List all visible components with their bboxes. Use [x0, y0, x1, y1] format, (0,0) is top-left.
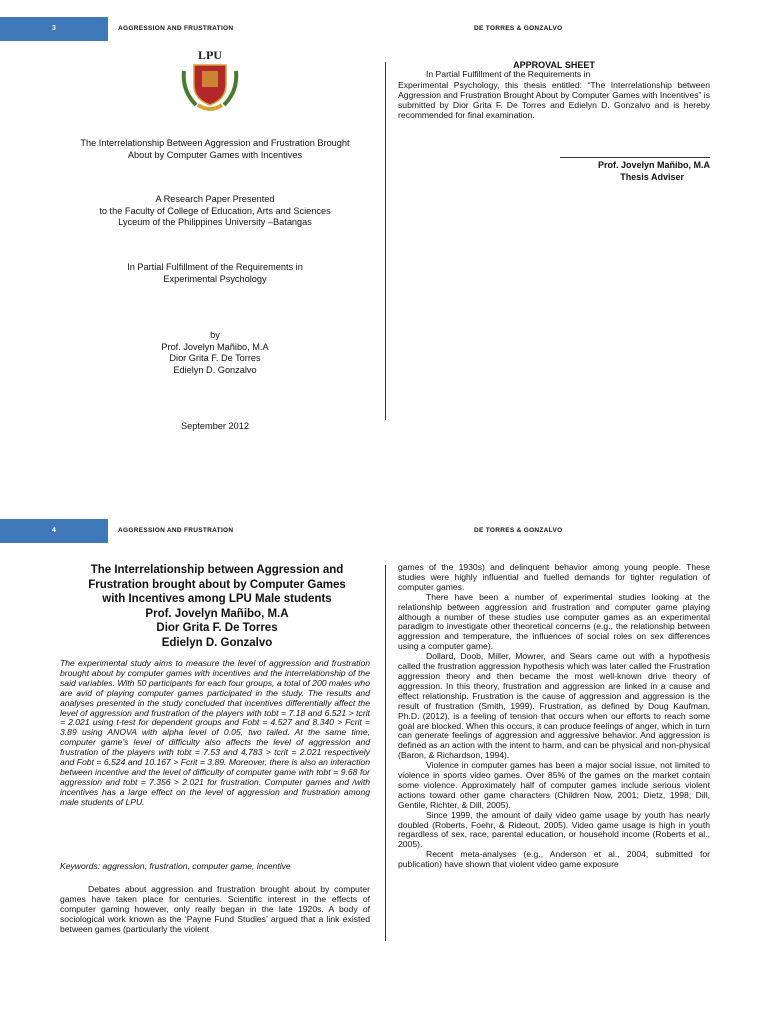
approval-heading: APPROVAL SHEET: [513, 60, 595, 70]
body-paragraph: Dollard, Doob, Miller, Mowrer, and Sears came out with a hypothesis called the frustration aggression hypothesis which was later called the Frustration aggression theory and then became the most well-known drive theory of aggression. In this theory, frustration and aggression are linked in a cause and effect relationship. Frustration is the cause of aggression and aggression is the result of frustration (Smith, 1999). Frustration, as defined by Doug Kaufman, Ph.D. (2012), is a feeling of tension that occurs when our efforts to reach some goal are blocked. When this occurs, it can produce feelings of anger, which in turn can generate feelings of aggression and aggressive behavior. And aggression is defined as an action with the intent to harm, and can be physical and non-physical (Baron, & Richardson, 1994).: [398, 651, 710, 761]
page-number: 4: [0, 519, 108, 543]
lpu-logo: [180, 48, 240, 112]
signer-name: Prof. Jovelyn Mañibo, M.A: [597, 160, 710, 170]
body-paragraph: Recent meta-analyses (e.g., Anderson et al., 2004, submitted for publication) have shown that violent video game exposure: [398, 849, 710, 870]
p3-authors: by Prof. Jovelyn Mañibo, M.A Dior Grita F. De Torres Edielyn D. Gonzalvo: [161, 330, 269, 375]
signer-role: Thesis Adviser: [620, 172, 684, 182]
body-paragraph: There have been a number of experimental studies looking at the relationship between aggression and frustration and computer game playing although a number of these studies use computer games as an experimental paradigm to investigate other theoretical concerns (e.g., the relationship between aggression and temperature, the influences of social roles on sex differences using a computer game).: [398, 591, 710, 652]
page3-header: [0, 17, 768, 41]
article-title: The Interrelationship between Aggression and Frustration brought about by Computer Games with Incentives among LPU Male students Prof. Jovelyn Mañibo, M.A Dior Grita F. De Torres Edielyn D. Gonzalvo: [88, 564, 346, 649]
p3-date: September 2012: [181, 421, 249, 431]
intro-paragraph-left: Debates about aggression and frustration brought about by computer games have taken place for centuries. Scientific interest in the effects of computer gaming however, only really began in the late 1920s. A body of sociological work known as the ‘Payne Fund Studies’ argued that a link existed between games (particularly the violent: [60, 884, 370, 934]
p3-fulfillment: In Partial Fulfillment of the Requirements in Experimental Psychology: [127, 262, 303, 284]
column-divider: [385, 565, 386, 941]
page-number: 3: [0, 17, 108, 41]
running-authors: DE TORRES & GONZALVO: [474, 25, 563, 32]
approval-line1: In Partial Fulfillment of the Requirements in: [426, 69, 591, 79]
running-title: AGGRESSION AND FRUSTRATION: [118, 527, 234, 534]
abstract: The experimental study aims to measure the level of aggression and frustration brought about by computer games with incentives and the interrelationship of the said variables. With 50 participants for each four groups, a total of 200 males who are avid of playing computer games participated in the study. The results and analyses presented in the study concluded that incentives differentially affect the level of aggression and frustration of the players with tobt = 7.18 and 6.521 > tcrit = 2.021 using t-test for dependent groups and Fobt = 4.527 and 8.340 > Fcrit = 3.89 using ANOVA with alpha level of 0.05, two tailed. At the same time, computer game's level of difficulty also affects the level of aggression and frustration of the players with tobt = 7.53 and 4.783 > tcrit = 2.021 respectively and Fobt = 6.524 and 10.167 > Fcrit = 3.89. Moreover, there is also an interaction between incentive and the level of difficulty of computer game with tobt = 9.68 for aggression and tobt = 7.356 > 2.021 for frustration. Computer games and /with incentives has a large effect on the level of aggression and frustration among male students of LPU.: [60, 658, 370, 807]
body-paragraph: Violence in computer games has been a major social issue, not limited to violence in sports video games. Over 85% of the games on the market contain some violence. Approximately half of computer games include serious violent actions toward other game characters (Children Now, 2001; Dietz, 1998; Dill, Gentile, Richter, & Dill, 2005).: [398, 760, 710, 810]
right-column: [398, 563, 710, 870]
running-authors: DE TORRES & GONZALVO: [474, 527, 563, 534]
signature-line: [560, 157, 710, 158]
body-paragraph: Since 1999, the amount of daily video game usage by youth has nearly doubled (Roberts, Foehr, & Rideout, 2005). Video game usage is high in youth regardless of sex, race, parental education, or household income (Roberts et al., 2005).: [398, 809, 710, 850]
keywords: Keywords: aggression, frustration, computer game, incentive: [60, 861, 291, 871]
page4-header: [0, 519, 768, 543]
p3-title: The Interrelationship Between Aggression and Frustration Brought About by Computer Games with Incentives: [80, 138, 350, 160]
logo-text: LPU: [198, 48, 222, 62]
running-title: AGGRESSION AND FRUSTRATION: [118, 25, 234, 32]
lpu-crest-icon: [180, 61, 240, 113]
p3-presented: A Research Paper Presented to the Faculty of College of Education, Arts and Sciences Lyceum of the Philippines University –Batangas: [99, 194, 331, 227]
body-paragraph: games of the 1930s) and delinquent behavior among young people. These studies were highly influential and fuelled demands for tighter regulation of computer games.: [398, 562, 710, 592]
column-divider: [385, 62, 386, 420]
approval-body: Experimental Psychology, this thesis entitled: “The Interrelationship between Aggression and Frustration Brought About by Computer Games with Incentives” is submitted by Dior Grita F. De Torres and Edielyn D. Gonzalvo and is hereby recommended for final examination.: [398, 80, 710, 120]
